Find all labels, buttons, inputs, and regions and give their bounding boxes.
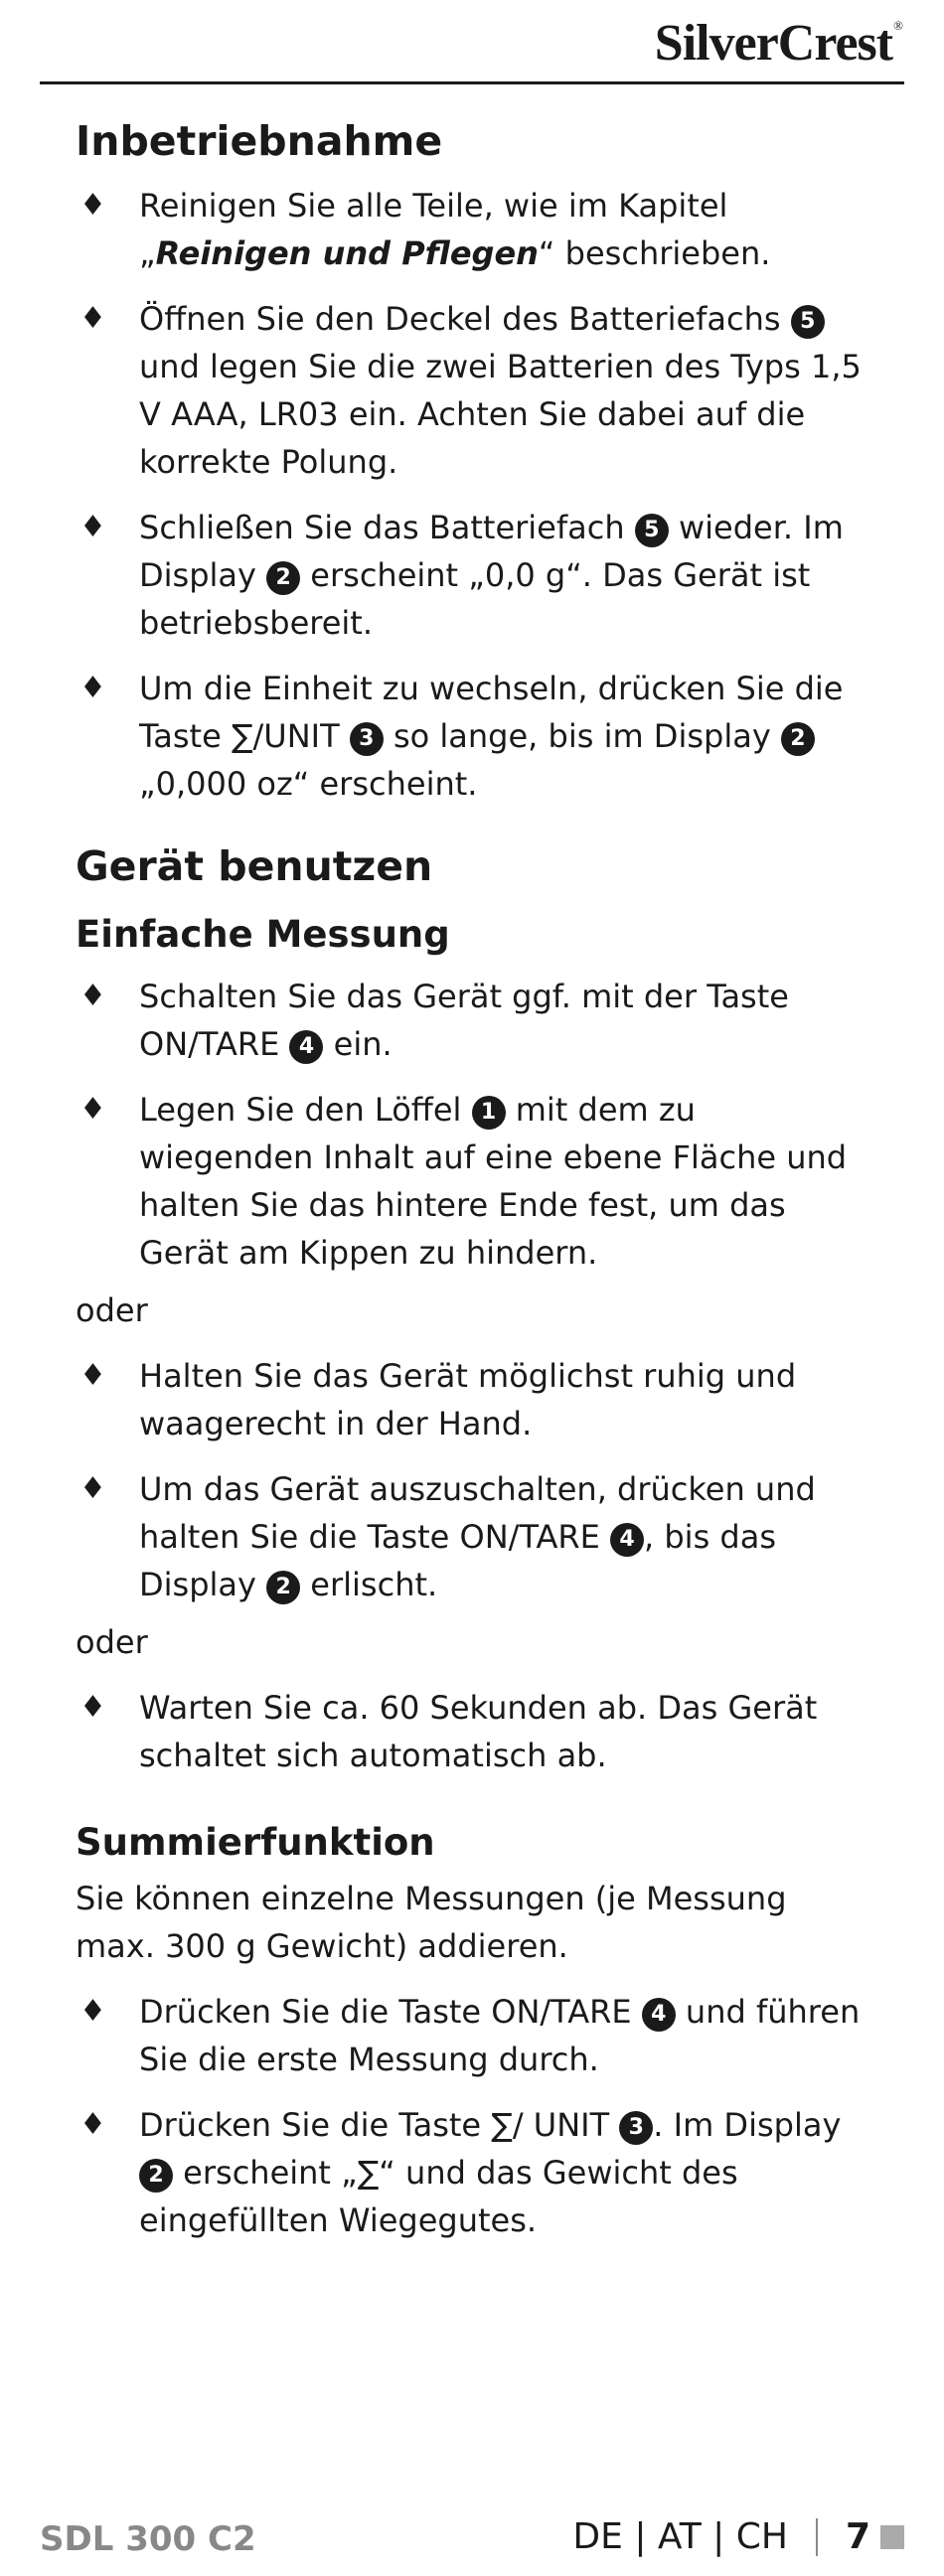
brand-name: SilverCrest: [654, 15, 893, 72]
list-item: ♦ Warten Sie ca. 60 Sekunden ab. Das Gerät schaltet sich automatisch ab.: [76, 1684, 870, 1779]
brand-logo: [655, 14, 902, 73]
list-item: ♦ Um das Gerät auszuschalten, drücken und halten Sie die Taste ON/TARE 4 , bis das Display 2 erlischt.: [76, 1465, 870, 1608]
heading-einfache-messung: Einfache Messung: [76, 913, 450, 956]
bullet-diamond: ♦: [79, 979, 106, 1013]
list-item: ♦ Drücken Sie die Taste ON/TARE 4 und führen Sie die erste Messung durch.: [76, 1988, 870, 2083]
footer-languages: DE | AT | CH: [572, 2516, 788, 2557]
part-number-badge: 5: [791, 305, 825, 339]
trademark-symbol: ®: [893, 18, 902, 33]
footer-right: [572, 2516, 904, 2557]
list-item: ♦ Legen Sie den Löffel 1 mit dem zu wiegenden Inhalt auf eine ebene Fläche und halten Sie das hintere Ende fest, um das Gerät am Kippen zu hindern.: [76, 1086, 870, 1277]
part-number-badge: 2: [139, 2159, 173, 2193]
list-item: ♦ Halten Sie das Gerät möglichst ruhig und waagerecht in der Hand.: [76, 1352, 870, 1447]
bullet-diamond: ♦: [79, 2107, 106, 2142]
header-rule: [40, 81, 904, 84]
bullet-diamond: ♦: [79, 671, 106, 705]
oder-text: oder: [76, 1291, 148, 1329]
square-icon: [880, 2525, 904, 2549]
footer-divider: [816, 2518, 818, 2556]
list-item: ♦ Reinigen Sie alle Teile, wie im Kapitel „Reinigen und Pflegen“ beschrieben.: [76, 182, 870, 277]
heading-summierfunktion: Summierfunktion: [76, 1821, 435, 1864]
chapter-reference: Reinigen und Pflegen: [155, 234, 539, 272]
part-number-badge: 1: [472, 1096, 506, 1130]
part-number-badge: 4: [610, 1523, 644, 1557]
list-item: ♦ Drücken Sie die Taste ∑/ UNIT 3 . Im Display 2 erscheint „∑“ und das Gewicht des eingefüllten Wiegegutes.: [76, 2101, 870, 2244]
heading-geraet-benutzen: Gerät benutzen: [76, 842, 433, 890]
list-item: ♦ Öffnen Sie den Deckel des Batteriefachs 5 und legen Sie die zwei Batterien des Typs 1,5 V AAA, LR03 ein. Achten Sie dabei auf die korrekte Polung.: [76, 295, 870, 486]
part-number-badge: 2: [781, 722, 815, 756]
part-number-badge: 3: [619, 2111, 653, 2145]
footer-model: SDL 300 C2: [40, 2519, 256, 2559]
list-item: ♦ Schalten Sie das Gerät ggf. mit der Taste ON/TARE 4 ein.: [76, 973, 870, 1068]
list-item: ♦ Schließen Sie das Batteriefach 5 wieder. Im Display 2 erscheint „0,0 g“. Das Gerät ist betriebsbereit.: [76, 504, 870, 647]
bullet-diamond: ♦: [79, 1471, 106, 1506]
page-content: [76, 112, 870, 2262]
part-number-badge: 2: [266, 561, 300, 595]
oder-text: oder: [76, 1623, 148, 1661]
bullet-diamond: ♦: [79, 1092, 106, 1127]
heading-inbetriebnahme: Inbetriebnahme: [76, 117, 443, 165]
bullet-diamond: ♦: [79, 1358, 106, 1393]
list-item: ♦ Um die Einheit zu wechseln, drücken Sie die Taste ∑/UNIT 3 so lange, bis im Display 2 „0,000 oz“ erscheint.: [76, 665, 870, 808]
part-number-badge: 5: [635, 514, 669, 547]
bullet-diamond: ♦: [79, 301, 106, 336]
part-number-badge: 3: [350, 722, 384, 756]
part-number-badge: 2: [266, 1571, 300, 1604]
summierfunktion-intro: Sie können einzelne Messungen (je Messung max. 300 g Gewicht) addieren.: [76, 1880, 787, 1965]
bullet-diamond: ♦: [79, 1690, 106, 1725]
bullet-diamond: ♦: [79, 188, 106, 223]
page-number: 7: [845, 2516, 870, 2557]
part-number-badge: 4: [642, 1998, 676, 2032]
part-number-badge: 4: [289, 1030, 323, 1064]
bullet-diamond: ♦: [79, 510, 106, 544]
bullet-diamond: ♦: [79, 1994, 106, 2029]
